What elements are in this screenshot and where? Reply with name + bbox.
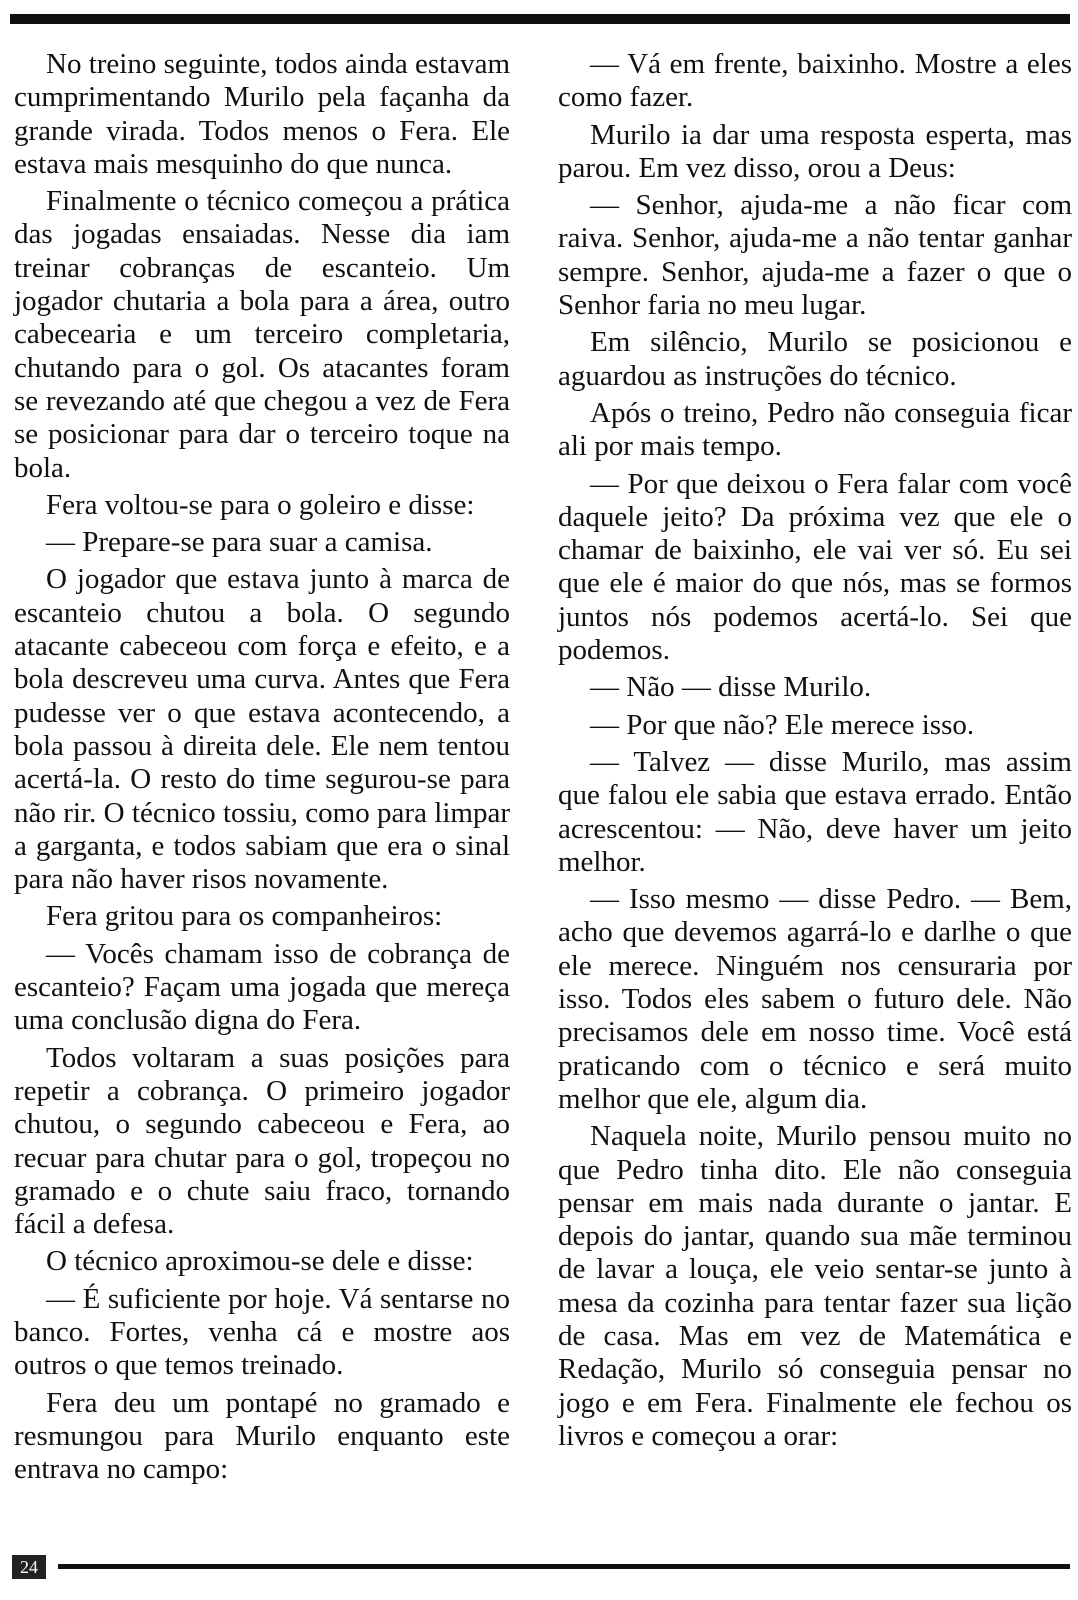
paragraph: — Talvez — disse Murilo, mas assim que falou ele sabia que estava errado. Então acrescentou: — Não, deve haver um jeito melhor. xyxy=(558,745,1072,878)
paragraph: Fera voltou-se para o goleiro e disse: xyxy=(46,488,475,521)
paragraph: Finalmente o técnico começou a prática das jogadas ensaiadas. Nesse dia iam treinar cobranças de escanteio. Um jogador chutaria a bola para a área, outro cabecearia e um terceiro completaria, chutando para o gol. Os atacantes foram se revezando até que chegou a vez de Fera se posicionar para dar o terceiro toque na bola. xyxy=(14,185,510,484)
paragraph: — Prepare-se para suar a camisa. xyxy=(46,526,433,559)
paragraph: — Por que não? Ele merece isso. xyxy=(590,708,975,741)
right-column xyxy=(558,48,1072,1457)
paragraph: — É suficiente por hoje. Vá sentarse no banco. Fortes, venha cá e mostre aos outros o que temos treinado. xyxy=(14,1282,510,1382)
paragraph: — Senhor, ajuda-me a não ficar com raiva. Senhor, ajuda-me a não tentar ganhar sempre. Senhor, ajuda-me a fazer o que o Senhor faria no meu lugar. xyxy=(558,189,1072,322)
page-number: 24 xyxy=(12,1555,46,1579)
paragraph: Após o treino, Pedro não conseguia ficar ali por mais tempo. xyxy=(558,396,1072,463)
paragraph: Fera deu um pontapé no gramado e resmungou para Murilo enquanto este entrava no campo: xyxy=(14,1386,510,1486)
paragraph: No treino seguinte, todos ainda estavam cumprimentando Murilo pela façanha da grande virada. Todos menos o Fera. Ele estava mais mesquinho do que nunca. xyxy=(14,48,510,180)
paragraph: O jogador que estava junto à marca de escanteio chutou a bola. O segundo atacante cabeceou com força e efeito, e a bola descreveu uma curva. Antes que Fera pudesse ver o que estava acontecendo, a bola passou à direita dele. Ele nem tentou acertá-la. O resto do time segurou-se para não rir. O técnico tossiu, como para limpar a garganta, e todos sabiam que era o sinal para não haver risos novamente. xyxy=(14,563,510,896)
paragraph: Em silêncio, Murilo se posicionou e aguardou as instruções do técnico. xyxy=(558,326,1072,392)
footer-rule xyxy=(58,1564,1070,1569)
paragraph: O técnico aproximou-se dele e disse: xyxy=(46,1245,474,1278)
paragraph: — Não — disse Murilo. xyxy=(590,671,872,704)
paragraph: Naquela noite, Murilo pensou muito no que Pedro tinha dito. Ele não conseguia pensar em mais nada durante o jantar. E depois do jantar, quando sua mãe terminou de lavar a louça, ele veio sentar-se junto à mesa da cozinha para tentar fazer sua lição de casa. Mas em vez de Matemática e Redação, Murilo só conseguia pensar no jogo e em Fera. Finalmente ele fechou os livros e começou a orar: xyxy=(558,1120,1072,1452)
paragraph: — Vocês chamam isso de cobrança de escanteio? Façam uma jogada que mereça uma conclusão digna do Fera. xyxy=(14,937,510,1037)
paragraph: Todos voltaram a suas posições para repetir a cobrança. O primeiro jogador chutou, o segundo cabeceou e Fera, ao recuar para chutar para o gol, tropeçou no gramado e o chute saiu fraco, tornando fácil a defesa. xyxy=(14,1041,510,1241)
left-column xyxy=(14,48,510,1490)
paragraph: — Vá em frente, baixinho. Mostre a eles como fazer. xyxy=(558,48,1072,114)
top-rule xyxy=(10,14,1070,24)
paragraph: — Isso mesmo — disse Pedro. — Bem, acho que devemos agarrá-lo e darlhe o que ele merece. Ninguém nos censuraria por isso. Todos eles sabem o futuro dele. Não precisamos dele em nosso time. Você está praticando com o técnico e será muito melhor que ele, algum dia. xyxy=(558,883,1072,1115)
paragraph: Murilo ia dar uma resposta esperta, mas parou. Em vez disso, orou a Deus: xyxy=(558,118,1072,184)
paragraph: — Por que deixou o Fera falar com você daquele jeito? Da próxima vez que ele o chamar de baixinho, ele vai ver só. Eu sei que ele é maior do que nós, mas se formos juntos nós podemos acertá-lo. Sei que podemos. xyxy=(558,467,1072,667)
paragraph: Fera gritou para os companheiros: xyxy=(46,900,443,933)
